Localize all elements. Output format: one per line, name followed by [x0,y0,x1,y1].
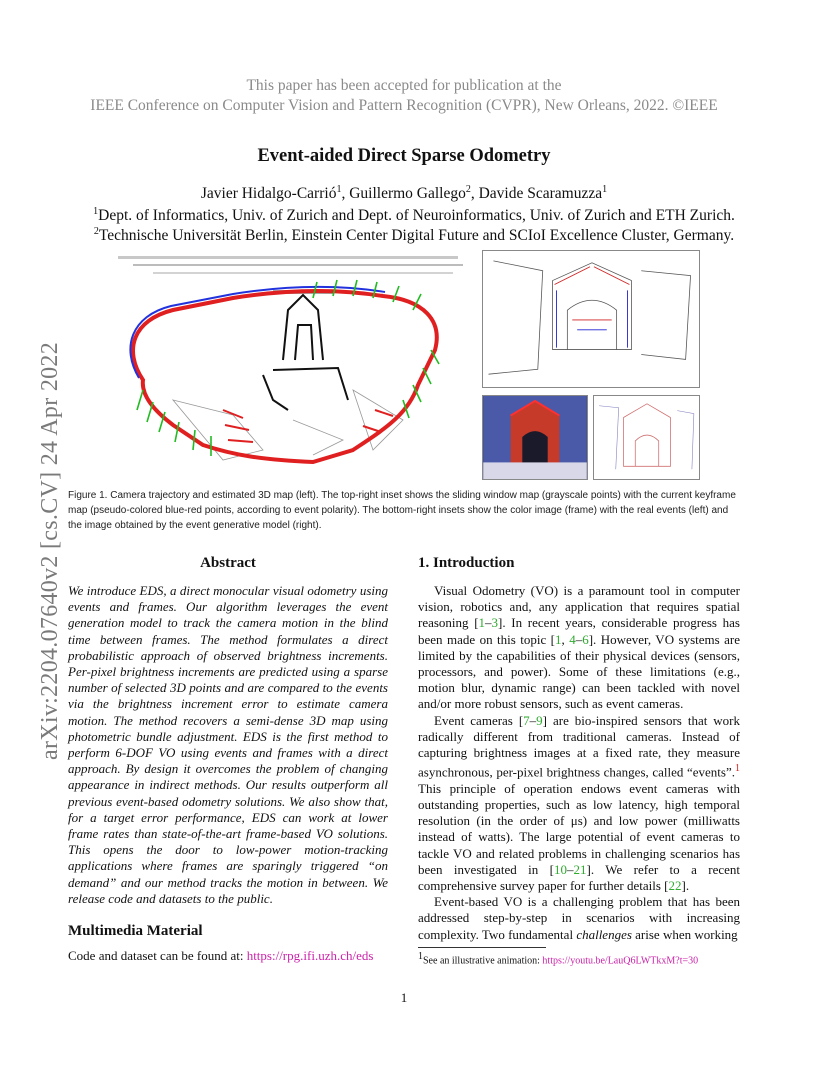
citation-link[interactable]: 21 [573,861,587,877]
map-structure-arch [263,295,348,410]
code-dataset-link[interactable]: https://rpg.ifi.uzh.ch/eds [246,948,374,963]
citation-link[interactable]: 7 [523,712,530,728]
citation-link[interactable]: 22 [668,877,682,893]
trajectory-path-blue [130,287,385,378]
publication-notice-line1: This paper has been accepted for publication at the [246,77,562,94]
figure-trajectory-map [113,250,475,472]
multimedia-text: Code and dataset can be found at: https://rpg.ifi.uzh.ch/eds [68,948,374,963]
author-affiliation-mark: 2 [465,184,471,195]
abstract-text: We introduce EDS, a direct monocular visual odometry using events and frames. Our algorithm leverages the event generation model to track the camera motion in the blind time between frames. The method formulates a direct probabilistic approach of observed brightness increments. Per-pixel brightness increments are predicted using a sparse number of selected 3D points and are compared to the events via the brightness increment error to estimate camera motion. The method recovers a semi-dense 3D map using photometric bundle adjustment. EDS is the first method to perform 6-DOF VO using events and frames with a direct approach. By design it overcomes the problem of changing appearance in indirect methods. Our results outperform all previous event-based odometry solutions. We also show that, for a target error performance, EDS can work at lower frame rates than state-of-the-art frame-based VO solutions. This opens the door to low-power motion-tracking applications where frames are sparingly triggered “on demand” and our method tracks the motion in between. We release code and datasets to the public. [68,583,388,906]
citation-link[interactable]: 4 [569,631,576,647]
intro-paragraph-3: Event-based VO is a challenging problem that has been addressed step-by-step in scenarios with increasing complexity. Two fundamental challenges arise when working [418,894,740,942]
intro-paragraph-1: Visual Odometry (VO) is a paramount tool in computer vision, robotics and, any application that requires spatial reasoning [1–3]. In recent years, considerable progress has been made on this topic [1, 4–6]. However, VO systems are limited by the capabilities of their physical devices (sensors, processors, and power). Some of these limitations (e.g., motion blur, dynamic range) can been tackled with novel and/or more robust sensors, such as event cameras. [418,583,740,712]
affiliation-2: $^2$Technische Universität Berlin, Einstein Center Digital Future and SCIoI Excellence Cluster, Germany. [93,226,735,245]
abstract-heading: Abstract [200,555,256,571]
citation-link[interactable]: 1 [555,631,562,647]
arxiv-identifier-stamp: arXiv:2204.07640v2 [cs.CV] 24 Apr 2022 [37,341,63,760]
footnote-divider [418,947,546,948]
figure-inset-generative-model [593,395,700,480]
affiliation-1: $^1$Dept. of Informatics, Univ. of Zurich and Dept. of Neuroinformatics, Univ. of Zurich and ETH Zurich. [93,206,735,225]
intro-paragraph-2: Event cameras [7–9] are bio-inspired sensors that work radically different from traditional cameras. Instead of capturing brightness images at a fixed rate, they measure asynchronous, per-pixel brightness changes, called “events”.$^1$ This principle of operation endows event cameras with outstanding properties, such as low latency, high temporal resolution (in the order of μs) and low power (milliwatts instead of watts). The large potential of event cameras to tackle VO and related problems in challenging scenarios has been investigated in [10–21]. We refer to a recent comprehensive survey paper for further details [22]. [418,712,741,893]
paper-title: Event-aided Direct Sparse Odometry [257,146,551,166]
author-name: Javier Hidalgo-Carrió [200,185,337,203]
figure-inset-keyframe-map [482,250,700,388]
introduction-body [418,583,740,943]
citation-link[interactable]: 9 [536,712,543,728]
introduction-heading: 1. Introduction [418,555,515,571]
citation-link[interactable]: 6 [582,631,589,647]
map-frustum-lines [173,390,403,460]
trajectory-path [133,291,437,462]
citation-link[interactable]: 1 [478,615,486,631]
animation-link[interactable]: https://youtu.be/LauQ6LWTkxM?t=30 [542,955,699,967]
publication-notice-line2: IEEE Conference on Computer Vision and Pattern Recognition (CVPR), New Orleans, 2022. ©IEEE [90,97,718,114]
citation-link[interactable]: 3 [491,615,499,631]
footnote-mark[interactable]: 1 [735,763,740,775]
author-name: Guillermo Gallego [349,185,466,203]
author-affiliation-mark: 1 [602,184,608,195]
author-list: Javier Hidalgo-Carrió$^1$, Guillermo Gallego$^2$, Davide Scaramuzza$^1$ [200,184,608,203]
figure-inset-color-frame-events [482,395,588,480]
author-name: Davide Scaramuzza [478,185,603,203]
page-number: 1 [400,990,408,1005]
author-affiliation-mark: 1 [336,184,342,195]
footnote: $^1$See an illustrative animation: https://youtu.be/LauQ6LWTkxM?t=30 [418,951,699,967]
figure-caption: Figure 1. Camera trajectory and estimated 3D map (left). The top-right inset shows the sliding window map (grayscale points) with the current keyframe map (pseudo-colored blue-red points, according to event polarity). The bottom-right insets show the color image (frame) with the real events (left) and the image obtained by the event generative model (right). [68,490,736,531]
citation-link[interactable]: 10 [554,861,567,877]
multimedia-heading: Multimedia Material [68,923,203,939]
